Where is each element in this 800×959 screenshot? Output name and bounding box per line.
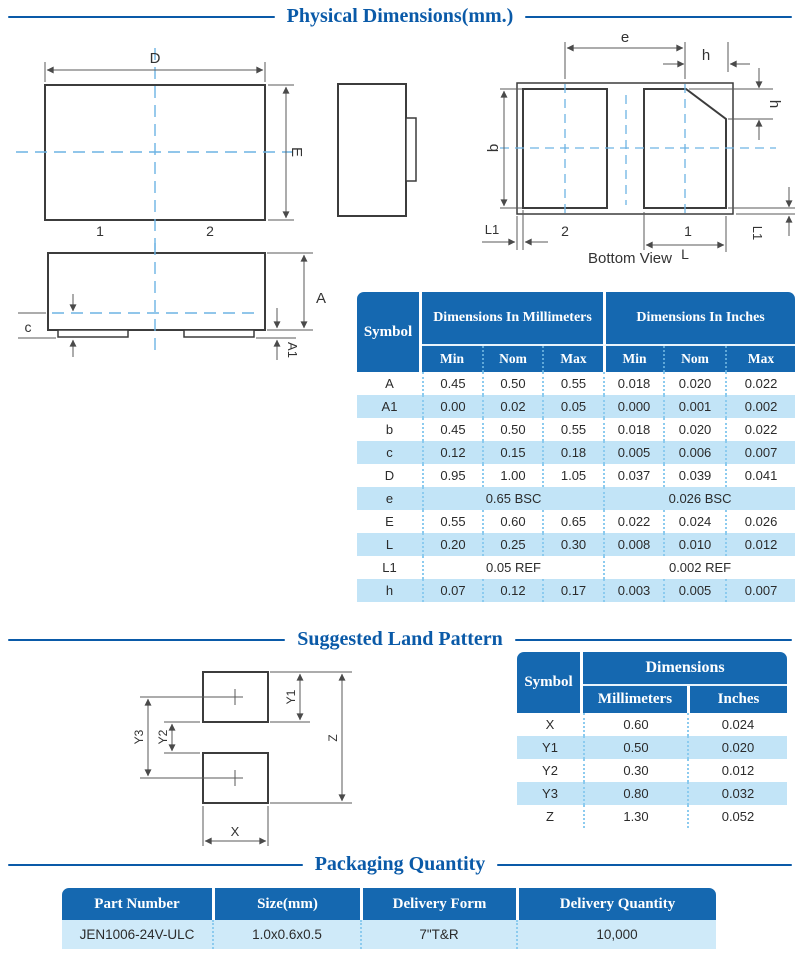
table-row: [357, 372, 795, 395]
value-cell: 1.00: [482, 464, 542, 487]
dim-label-l1-right: L1: [750, 225, 765, 241]
dim-label-c: c: [24, 319, 32, 335]
table-row: [517, 736, 787, 759]
value-cell: 0.50: [482, 372, 542, 395]
value-cell: 1.05: [542, 464, 603, 487]
symbol-cell: A1: [357, 395, 422, 418]
value-cell: 0.052: [687, 805, 787, 828]
table-row: [62, 920, 716, 949]
table-row: [517, 713, 787, 736]
dim-label-y3: Y3: [132, 729, 146, 745]
col-group-dimensions: Dimensions: [583, 652, 787, 686]
value-cell: 0.024: [687, 713, 787, 736]
col-header-symbol: Symbol: [357, 292, 422, 372]
symbol-cell: Y2: [542, 763, 558, 778]
physical-dimensions-title-text: Physical Dimensions(mm.): [286, 5, 514, 27]
symbol-cell: E: [385, 514, 394, 529]
symbol-cell: c: [357, 441, 422, 464]
value-cell: 0.12: [422, 441, 482, 464]
col-header-delivery-quantity: Delivery Quantity: [516, 888, 716, 920]
value-cell: 0.026: [725, 510, 795, 533]
value-cell: 0.15: [482, 441, 542, 464]
symbol-cell: Y3: [517, 782, 583, 805]
symbol-cell: X: [545, 717, 555, 732]
symbol-cell: L: [357, 533, 422, 556]
title-rule-right: [515, 639, 792, 641]
dim-label-z: Z: [326, 734, 340, 742]
symbol-cell: e: [357, 487, 422, 510]
size-cell: 1.0x0.6x0.5: [212, 920, 360, 949]
packaging-title-text: Packaging Quantity: [314, 853, 486, 875]
title-rule-left: [8, 864, 303, 866]
dim-label-d: D: [149, 50, 161, 67]
dim-label-l: L: [681, 246, 689, 262]
col-header-min-in: Min: [603, 346, 663, 372]
table-row: [517, 759, 787, 782]
value-cell: 0.05: [542, 395, 603, 418]
pad-center-marker: [140, 689, 243, 786]
table-row: [517, 782, 787, 805]
value-cell: 0.07: [422, 579, 482, 602]
value-cell: 0.012: [725, 533, 795, 556]
col-group-inches: Dimensions In Inches: [603, 292, 795, 346]
dim-label-y2: Y2: [156, 729, 170, 745]
symbol-cell: A: [385, 376, 394, 391]
pad2-label: 2: [206, 223, 214, 239]
title-rule-left: [8, 639, 285, 641]
side-view-drawing: [18, 243, 326, 360]
col-header-millimeters: Millimeters: [583, 686, 687, 713]
value-cell: 0.55: [542, 418, 603, 441]
value-cell: 0.005: [663, 579, 725, 602]
value-cell: 0.60: [482, 510, 542, 533]
title-rule-right: [497, 864, 792, 866]
value-cell: 0.020: [687, 736, 787, 759]
value-cell: 0.45: [422, 418, 482, 441]
span-value-cell: 0.002 REF: [603, 556, 795, 579]
value-cell: 0.005: [603, 441, 663, 464]
table-row: [357, 487, 795, 510]
value-cell: 0.45: [422, 372, 482, 395]
symbol-cell: D: [384, 468, 395, 483]
bottom-view-caption: Bottom View: [588, 250, 672, 267]
pad1-label: 1: [684, 223, 692, 239]
packaging-table: [62, 888, 716, 949]
dim-label-e-height: E: [288, 146, 305, 158]
value-cell: 0.003: [603, 579, 663, 602]
value-cell: 0.022: [725, 418, 795, 441]
value-cell: 0.50: [482, 418, 542, 441]
value-cell: 0.037: [603, 464, 663, 487]
title-rule-right: [525, 16, 792, 18]
value-cell: 0.002: [725, 395, 795, 418]
value-cell: 0.010: [663, 533, 725, 556]
table-row: [357, 418, 795, 441]
physical-dimensions-title: [8, 5, 792, 28]
col-header-inches: Inches: [687, 686, 787, 713]
value-cell: 0.20: [422, 533, 482, 556]
value-cell: 0.006: [663, 441, 725, 464]
value-cell: 0.039: [663, 464, 725, 487]
value-cell: 0.30: [542, 533, 603, 556]
value-cell: 0.008: [603, 533, 663, 556]
value-cell: 0.00: [422, 395, 482, 418]
symbol-cell: h: [357, 579, 422, 602]
land-pattern-table: [517, 652, 787, 828]
end-view-drawing: [338, 84, 416, 216]
symbol-cell: b: [385, 422, 394, 437]
title-rule-left: [8, 16, 275, 18]
land-pattern-title: [8, 628, 792, 651]
value-cell: 0.022: [603, 510, 663, 533]
value-cell: 0.60: [583, 713, 687, 736]
value-cell: 0.55: [422, 510, 482, 533]
table-row: [357, 556, 795, 579]
col-header-min-mm: Min: [422, 346, 482, 372]
dim-label-pitch: e: [620, 29, 630, 46]
value-cell: 0.000: [603, 395, 663, 418]
col-header-size: Size(mm): [212, 888, 360, 920]
bottom-view-drawing: [482, 29, 795, 267]
value-cell: 0.020: [663, 418, 725, 441]
span-value-cell: 0.026 BSC: [603, 487, 795, 510]
value-cell: 0.95: [422, 464, 482, 487]
top-view-drawing: [16, 48, 305, 253]
dim-label-h-top: h: [701, 47, 711, 64]
value-cell: 0.02: [482, 395, 542, 418]
value-cell: 0.30: [583, 759, 687, 782]
value-cell: 0.022: [725, 372, 795, 395]
value-cell: 0.020: [663, 372, 725, 395]
dimensions-table: [357, 292, 795, 602]
span-value-cell: 0.65 BSC: [422, 487, 603, 510]
dim-label-h-side: h: [766, 99, 783, 109]
table-row: [357, 579, 795, 602]
dim-label-x: X: [230, 824, 240, 839]
value-cell: 0.18: [542, 441, 603, 464]
symbol-cell: L1: [382, 560, 397, 575]
table-row: [517, 805, 787, 828]
value-cell: 0.001: [663, 395, 725, 418]
value-cell: 0.55: [542, 372, 603, 395]
value-cell: 0.25: [482, 533, 542, 556]
table-row: [357, 395, 795, 418]
value-cell: 0.007: [725, 579, 795, 602]
dim-label-l1-left: L1: [484, 222, 500, 237]
table-row: [357, 510, 795, 533]
col-header-nom-in: Nom: [663, 346, 725, 372]
col-header-max-mm: Max: [542, 346, 603, 372]
col-header-max-in: Max: [725, 346, 795, 372]
value-cell: 0.50: [583, 736, 687, 759]
dim-label-b: b: [485, 143, 502, 153]
dim-label-y1: Y1: [284, 689, 298, 705]
land-pattern-title-text: Suggested Land Pattern: [297, 628, 503, 650]
part-number-cell: JEN1006-24V-ULC: [62, 920, 212, 949]
value-cell: 0.032: [687, 782, 787, 805]
table-row: [357, 441, 795, 464]
col-header-symbol: Symbol: [517, 652, 583, 713]
value-cell: 0.041: [725, 464, 795, 487]
value-cell: 0.80: [583, 782, 687, 805]
span-value-cell: 0.05 REF: [422, 556, 603, 579]
value-cell: 0.12: [482, 579, 542, 602]
table-row: [357, 533, 795, 556]
delivery-quantity-cell: 10,000: [516, 920, 716, 949]
dim-label-a1: A1: [285, 342, 300, 358]
pad1-label: 1: [96, 223, 104, 239]
value-cell: 0.65: [542, 510, 603, 533]
col-group-millimeters: Dimensions In Millimeters: [422, 292, 603, 346]
table-row: [357, 464, 795, 487]
col-header-part-number: Part Number: [62, 888, 212, 920]
value-cell: 0.17: [542, 579, 603, 602]
value-cell: 0.024: [663, 510, 725, 533]
pad2-label: 2: [561, 223, 569, 239]
col-header-nom-mm: Nom: [482, 346, 542, 372]
value-cell: 1.30: [583, 805, 687, 828]
symbol-cell: Z: [546, 809, 554, 824]
dim-label-a: A: [316, 290, 327, 307]
packaging-title: [8, 853, 792, 876]
value-cell: 0.018: [603, 418, 663, 441]
value-cell: 0.018: [603, 372, 663, 395]
value-cell: 0.007: [725, 441, 795, 464]
symbol-cell: Y1: [517, 736, 583, 759]
delivery-form-cell: 7"T&R: [360, 920, 516, 949]
col-header-delivery-form: Delivery Form: [360, 888, 516, 920]
value-cell: 0.012: [687, 759, 787, 782]
land-pattern-drawing: [132, 672, 352, 846]
